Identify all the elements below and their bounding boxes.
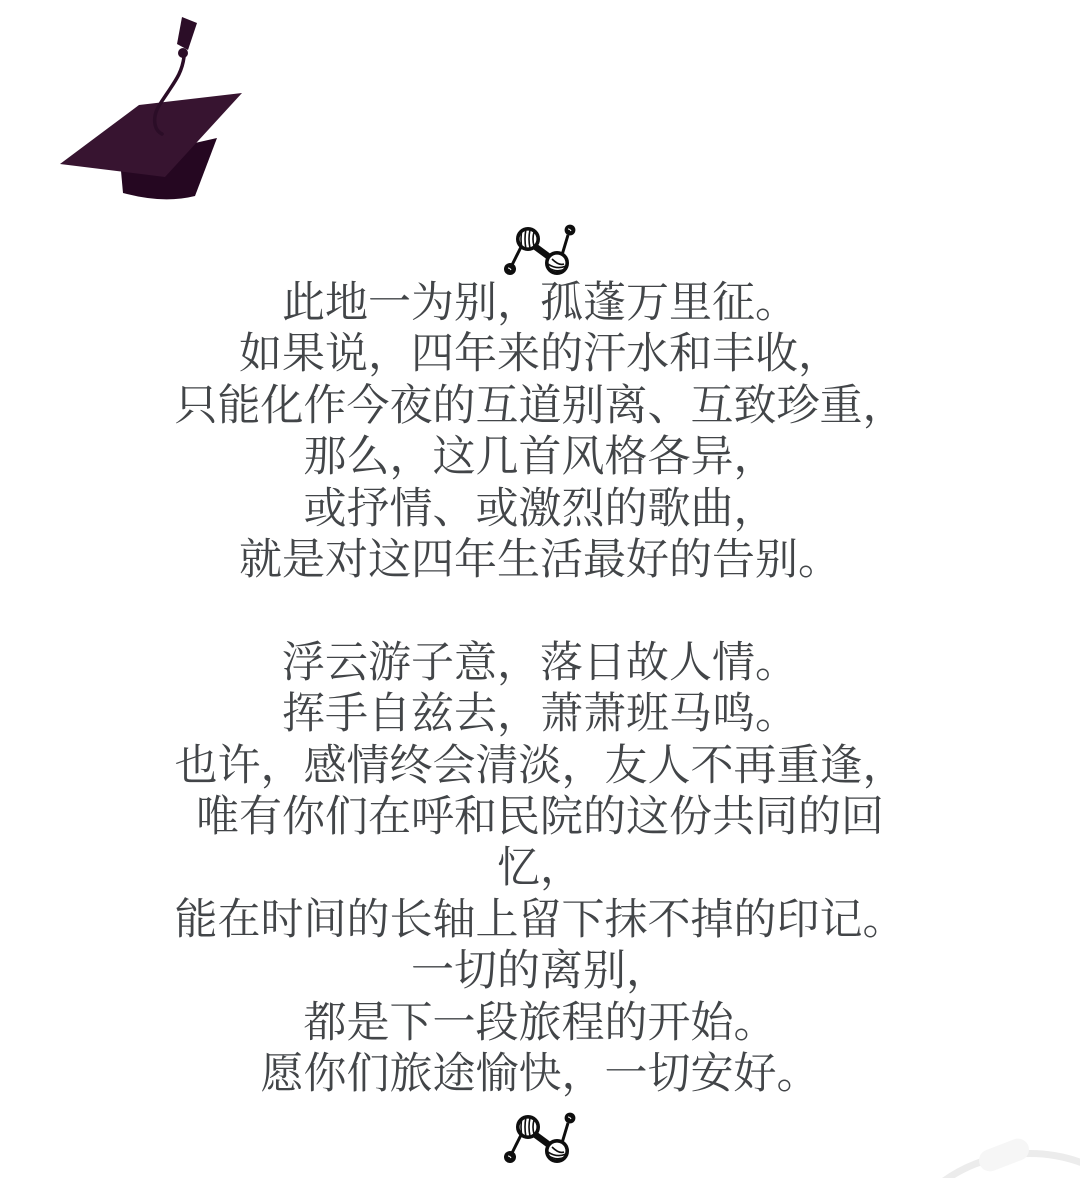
- poem-line: 浮云游子意，落日故人情。: [282, 638, 798, 687]
- cap-board: [60, 93, 242, 177]
- poem-line: 一切的离别，: [411, 947, 669, 996]
- poem-line: 只能化作今夜的互道别离、互致珍重，: [174, 381, 906, 430]
- poem-line: 就是对这四年生活最好的告别。: [239, 536, 841, 585]
- poem-line: 忆，: [497, 844, 583, 893]
- poem-line: 此地一为别，孤蓬万里征。: [282, 279, 798, 327]
- molecule-divider-top: [500, 222, 580, 280]
- poem-text: [0, 278, 1080, 1100]
- poem-line: 挥手自兹去，萧萧班马鸣。: [282, 690, 798, 739]
- graduation-cap-icon: [55, 10, 255, 220]
- poem-line: 或抒情、或激烈的歌曲，: [303, 484, 777, 533]
- poem-stanza-2: [0, 638, 1080, 1101]
- molecule-divider-bottom: [500, 1110, 580, 1168]
- cap-tassel-end: [177, 17, 197, 50]
- molecule-icon: [500, 1110, 580, 1168]
- molecule-icon: [500, 222, 580, 280]
- poem-line: 都是下一段旅程的开始。: [303, 998, 777, 1047]
- poem-stanza-1: [0, 278, 1080, 586]
- poem-line: 那么，这几首风格各异，: [303, 433, 777, 482]
- poem-line: 唯有你们在呼和民院的这份共同的回: [196, 793, 884, 842]
- poem-line: 愿你们旅途愉快，一切安好。: [260, 1050, 820, 1099]
- poem-line: 也许，感情终会清淡，友人不再重逢，: [174, 741, 906, 790]
- poem-line: 能在时间的长轴上留下抹不掉的印记。: [174, 895, 906, 944]
- poem-line: 如果说，四年来的汗水和丰收，: [239, 330, 841, 379]
